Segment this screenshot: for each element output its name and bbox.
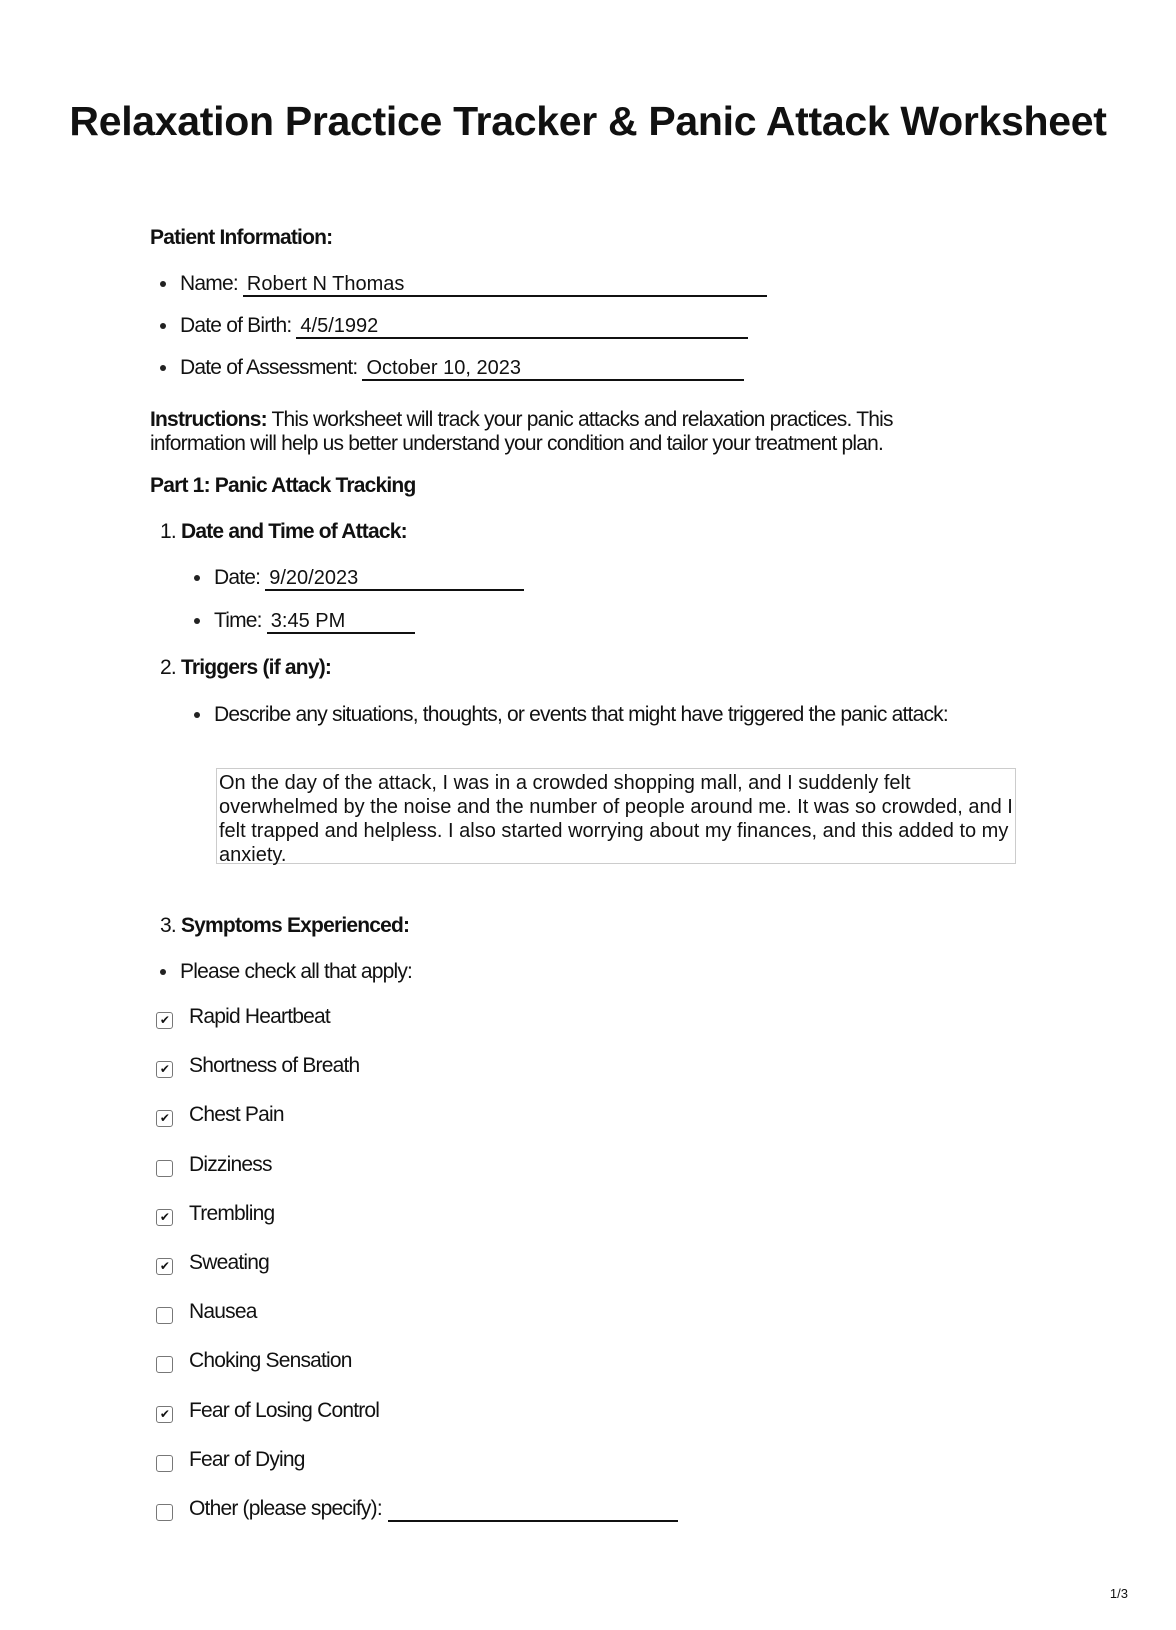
symptom-label: Rapid Heartbeat	[189, 1005, 330, 1028]
checkbox-unchecked[interactable]	[156, 1307, 173, 1324]
checkbox-unchecked[interactable]	[156, 1160, 173, 1177]
symptom-item	[156, 1153, 272, 1177]
bullet-icon	[160, 969, 166, 975]
checkbox-checked[interactable]: ✔	[156, 1012, 173, 1029]
bullet-icon	[194, 575, 200, 581]
page-number: 1/3	[1109, 1586, 1128, 1601]
bullet-icon	[194, 618, 200, 624]
attack-date-label: Date:	[214, 566, 261, 589]
q1-heading	[160, 520, 407, 544]
symptom-item	[156, 1300, 257, 1324]
checkbox-checked[interactable]: ✔	[156, 1209, 173, 1226]
checkbox-unchecked[interactable]	[156, 1455, 173, 1472]
attack-time-label: Time:	[214, 609, 262, 632]
symptom-item	[156, 1005, 330, 1029]
symptom-item	[156, 1448, 305, 1472]
attack-date-field[interactable]: 9/20/2023	[265, 567, 524, 591]
symptom-label: Choking Sensation	[189, 1349, 352, 1373]
symptom-item	[156, 1399, 379, 1423]
assessment-label: Date of Assessment:	[180, 356, 358, 379]
q2-number: 2.	[160, 656, 176, 679]
checkbox-checked[interactable]: ✔	[156, 1061, 173, 1078]
q3-heading	[160, 914, 409, 938]
checkbox-checked[interactable]: ✔	[156, 1258, 173, 1275]
triggers-answer-field[interactable]: On the day of the attack, I was in a crowded shopping mall, and I suddenly felt overwhelmed by the noise and the number of people around me. It was so crowded, and I felt trapped and helpless. I also started worrying about my finances, and this added to my anxiety.	[216, 768, 1016, 864]
attack-time-row	[194, 609, 415, 634]
checkbox-unchecked[interactable]	[156, 1356, 173, 1373]
symptom-label: Dizziness	[189, 1152, 272, 1176]
name-field[interactable]: Robert N Thomas	[243, 273, 767, 297]
bullet-icon	[160, 365, 166, 371]
dob-field[interactable]: 4/5/1992	[296, 315, 748, 339]
assessment-field[interactable]: October 10, 2023	[362, 357, 744, 381]
attack-date-row	[194, 566, 524, 591]
bullet-icon	[160, 323, 166, 329]
q3-number: 3.	[160, 914, 176, 937]
symptom-item	[156, 1202, 274, 1226]
symptom-label: Other (please specify):	[189, 1497, 382, 1520]
assessment-row	[160, 356, 744, 381]
q3-label: Symptoms Experienced:	[180, 914, 410, 937]
checkbox-unchecked[interactable]	[156, 1504, 173, 1521]
q2-heading	[160, 656, 331, 680]
symptom-label: Fear of Dying	[189, 1447, 305, 1471]
part1-heading: Part 1: Panic Attack Tracking	[150, 474, 416, 497]
dob-label: Date of Birth:	[180, 314, 292, 337]
q1-label: Date and Time of Attack:	[180, 520, 407, 543]
symptom-label: Chest Pain	[189, 1103, 284, 1127]
symptom-item	[156, 1251, 269, 1275]
symptom-item	[156, 1349, 352, 1373]
q2-prompt-row	[194, 703, 948, 727]
patient-info-heading: Patient Information:	[150, 226, 333, 249]
name-row	[160, 272, 767, 297]
symptom-item	[156, 1497, 678, 1522]
q2-label: Triggers (if any):	[180, 656, 332, 679]
instructions	[150, 408, 980, 456]
q2-prompt: Describe any situations, thoughts, or events that might have triggered the panic attack:	[214, 703, 948, 726]
page-title: Relaxation Practice Tracker & Panic Attack Worksheet	[69, 98, 1107, 144]
other-symptom-field[interactable]	[388, 1498, 678, 1522]
attack-time-field[interactable]: 3:45 PM	[267, 610, 415, 634]
q1-number: 1.	[160, 520, 176, 543]
q3-prompt: Please check all that apply:	[180, 960, 413, 983]
symptom-item	[156, 1054, 359, 1078]
name-label: Name:	[180, 272, 238, 295]
symptom-label: Shortness of Breath	[189, 1054, 360, 1078]
checkbox-checked[interactable]: ✔	[156, 1110, 173, 1127]
checkbox-checked[interactable]: ✔	[156, 1406, 173, 1423]
symptom-label: Sweating	[189, 1251, 269, 1274]
symptom-item	[156, 1103, 284, 1127]
bullet-icon	[160, 281, 166, 287]
symptom-label: Trembling	[189, 1201, 275, 1225]
q3-prompt-row	[160, 960, 412, 984]
dob-row	[160, 314, 748, 339]
bullet-icon	[194, 712, 200, 718]
symptom-label: Fear of Losing Control	[189, 1398, 380, 1422]
instructions-text: This worksheet will track your panic attacks and relaxation practices. This information will help us better understand your condition and tailor your treatment plan.	[150, 408, 893, 455]
symptom-label: Nausea	[189, 1300, 257, 1324]
instructions-label: Instructions:	[150, 408, 267, 431]
